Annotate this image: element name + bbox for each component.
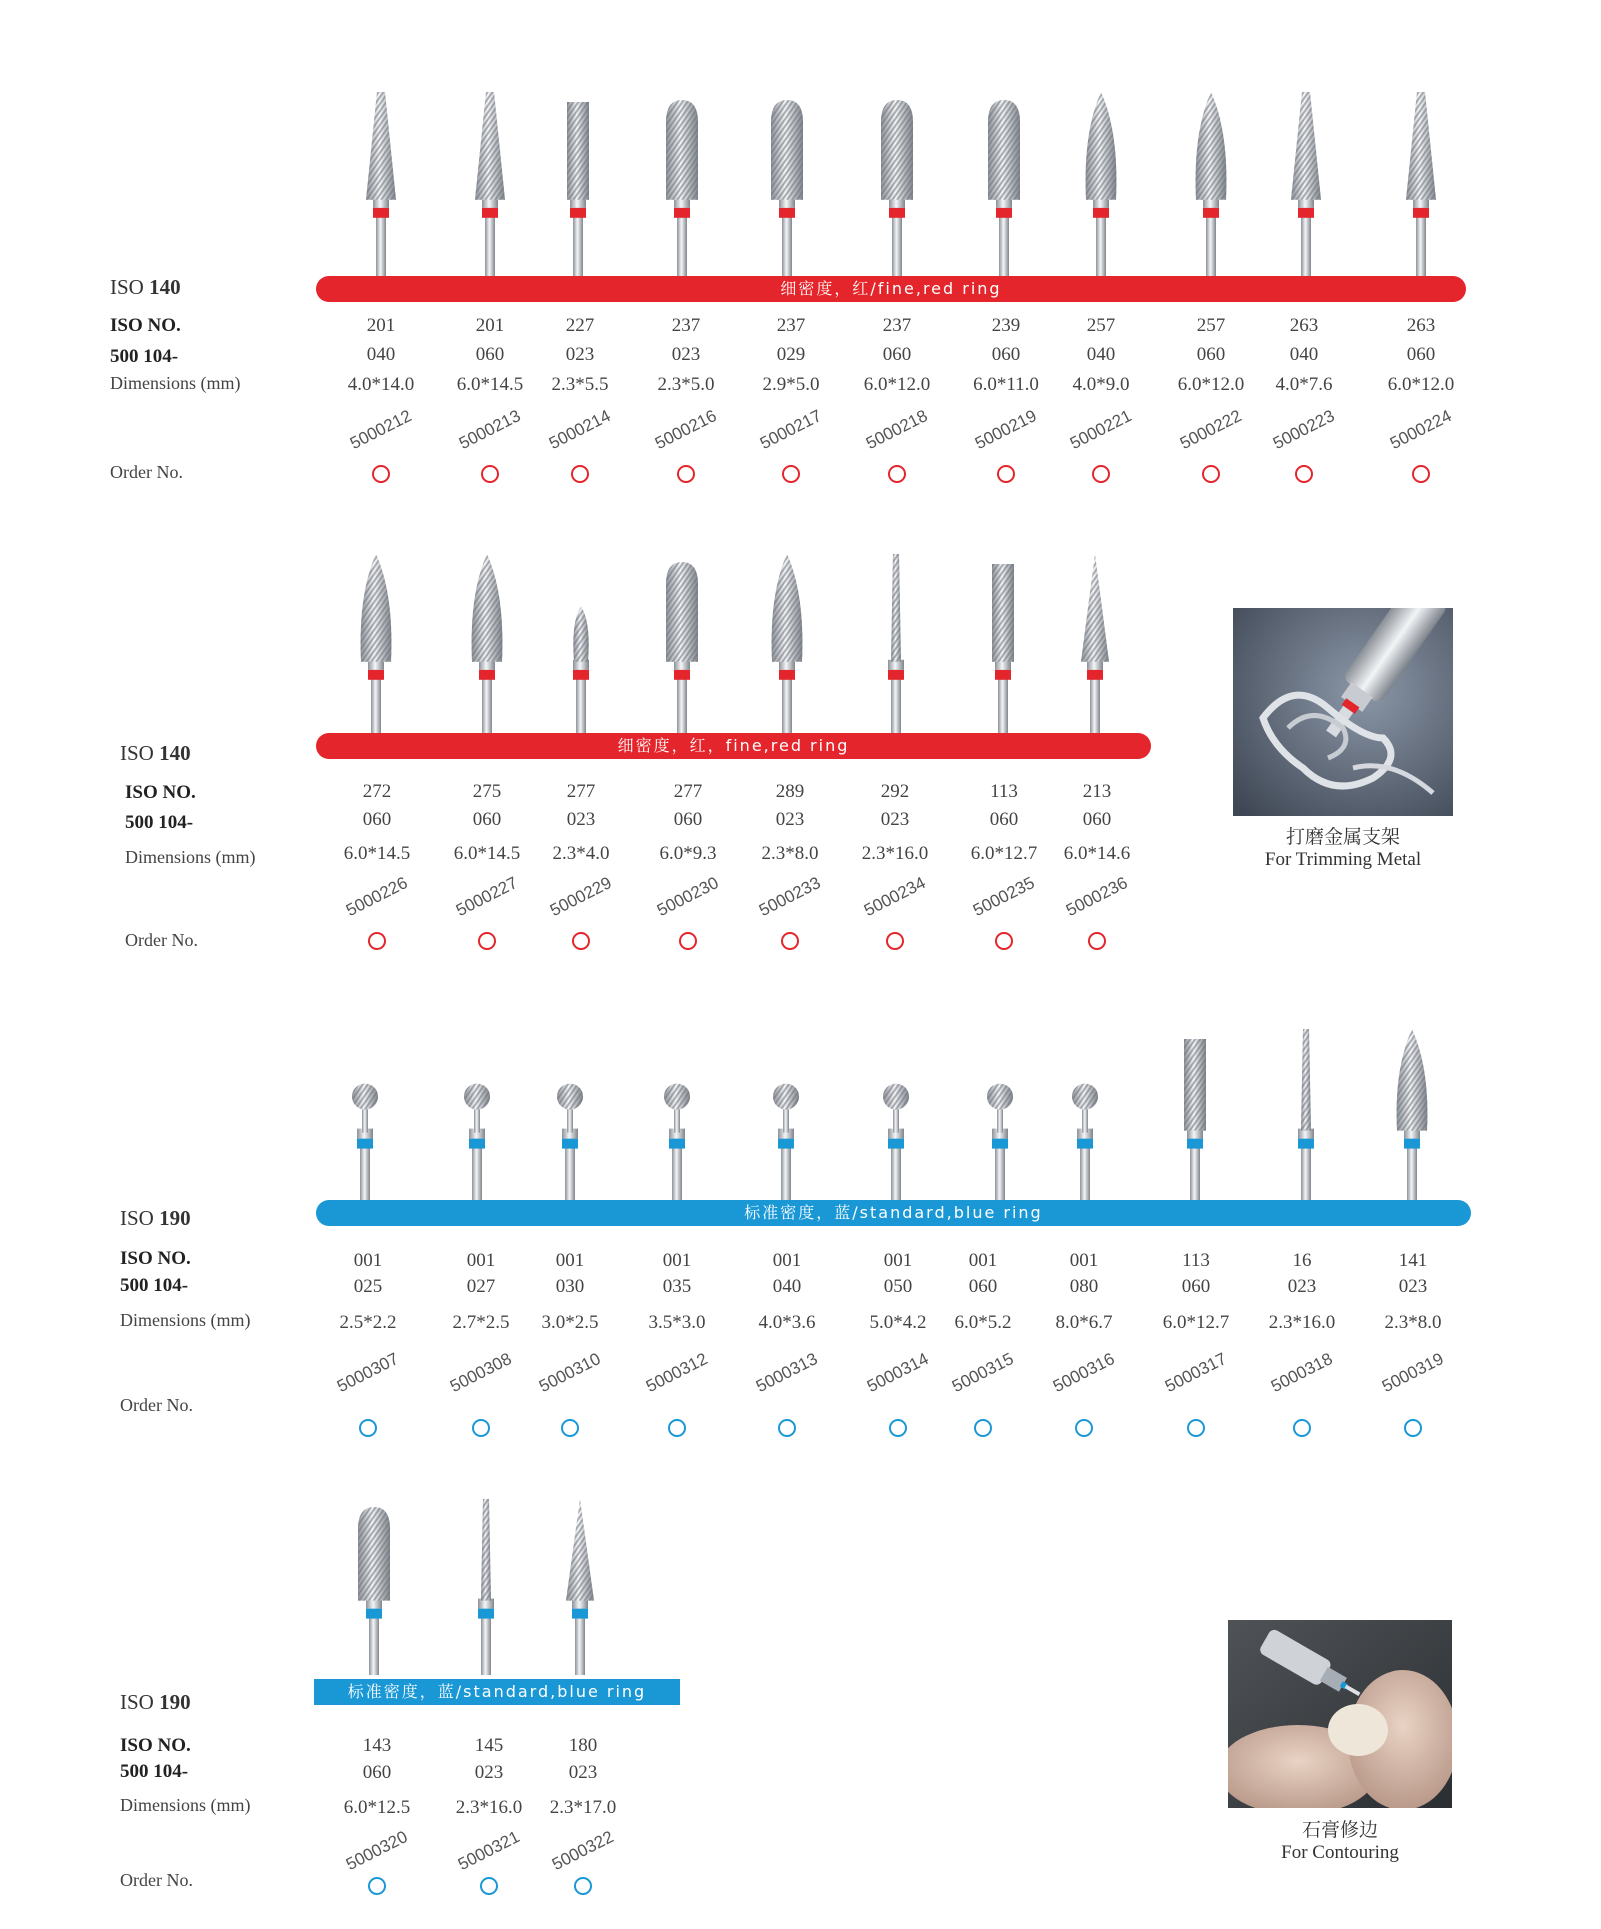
ref-label: 500 104-: [110, 346, 179, 367]
order-number: 5000313: [752, 1349, 821, 1397]
order-number: 5000217: [756, 406, 825, 454]
order-number: 5000221: [1066, 406, 1135, 454]
order-number: 5000320: [342, 1827, 411, 1875]
ref-number: 060: [991, 344, 1021, 365]
iso-number: 289: [775, 781, 805, 802]
iso-number: 180: [568, 1735, 598, 1756]
caption-en: For Trimming Metal: [1264, 849, 1422, 870]
ref-number: 023: [775, 809, 805, 830]
dimension: 6.0*14.5: [453, 843, 521, 864]
caption-cn: 打磨金属支架: [1285, 827, 1400, 848]
order-no-label: Order No.: [125, 930, 198, 950]
iso-title: ISO 140: [110, 275, 181, 299]
order-number: 5000212: [346, 406, 415, 454]
iso-number: 001: [772, 1250, 802, 1271]
ref-number: 060: [882, 344, 912, 365]
ref-number: 060: [673, 809, 703, 830]
dimension: 6.0*14.6: [1063, 843, 1131, 864]
dimension: 6.0*9.3: [659, 843, 717, 864]
iso-number: 001: [968, 1250, 998, 1271]
bur-point-image: [545, 1495, 615, 1680]
dimensions-label: Dimensions (mm): [120, 1795, 251, 1815]
order-number: 5000235: [969, 873, 1038, 921]
iso-number: 292: [880, 781, 910, 802]
bur-bud-image: [339, 1495, 409, 1680]
ref-number: 060: [1181, 1276, 1211, 1297]
order-number: 5000316: [1049, 1349, 1118, 1397]
caption-en: For Contouring: [1281, 1842, 1399, 1863]
order-select-circle[interactable]: [480, 1877, 498, 1895]
iso-number: 113: [1182, 1250, 1210, 1271]
order-number: 5000229: [546, 873, 615, 921]
order-number: 5000234: [860, 873, 929, 921]
iso-number: 001: [883, 1250, 913, 1271]
bur-needle-image: [451, 1495, 521, 1680]
ref-number: 023: [1287, 1276, 1317, 1297]
iso-number: 001: [555, 1250, 585, 1271]
iso-number: 237: [671, 315, 701, 336]
order-number: 5000233: [755, 873, 824, 921]
order-number: 5000213: [455, 406, 524, 454]
order-number: 5000319: [1378, 1349, 1447, 1397]
iso-title: ISO 140: [120, 741, 191, 765]
iso-no-label: ISO NO.: [125, 782, 196, 803]
dimension: 2.3*16.0: [455, 1797, 523, 1818]
dimension: 6.0*12.5: [343, 1797, 411, 1818]
dimensions-label: Dimensions (mm): [125, 847, 256, 867]
iso-title: ISO 190: [120, 1690, 191, 1714]
density-band: 细密度，红，fine,red ring: [316, 733, 1151, 759]
iso-number: 263: [1289, 315, 1319, 336]
iso-number: 001: [662, 1250, 692, 1271]
dimension: 6.0*12.0: [1177, 374, 1245, 395]
ref-number: 023: [880, 809, 910, 830]
dimension: 2.3*16.0: [861, 843, 929, 864]
order-select-circle[interactable]: [368, 1877, 386, 1895]
order-number: 5000214: [545, 406, 614, 454]
order-number: 5000222: [1176, 406, 1245, 454]
ref-number: 040: [1289, 344, 1319, 365]
ref-number: 060: [362, 1762, 392, 1783]
dimension: 3.5*3.0: [648, 1312, 706, 1333]
iso-number: 213: [1082, 781, 1112, 802]
order-number: 5000307: [333, 1349, 402, 1397]
dimension: 2.3*8.0: [761, 843, 819, 864]
ref-number: 080: [1069, 1276, 1099, 1297]
iso-number: 239: [991, 315, 1021, 336]
ref-number: 023: [566, 809, 596, 830]
dimension: 4.0*7.6: [1275, 374, 1333, 395]
iso-number: 275: [472, 781, 502, 802]
ref-number: 029: [776, 344, 806, 365]
dimension: 2.7*2.5: [452, 1312, 510, 1333]
order-number: 5000321: [454, 1827, 523, 1875]
dimension: 2.9*5.0: [762, 374, 820, 395]
order-number: 5000230: [653, 873, 722, 921]
dimension: 3.0*2.5: [541, 1312, 599, 1333]
ref-number: 023: [671, 344, 701, 365]
ref-number: 023: [565, 344, 595, 365]
ref-number: 023: [568, 1762, 598, 1783]
iso-number: 001: [353, 1250, 383, 1271]
dimension: 2.3*5.0: [657, 374, 715, 395]
order-number: 5000219: [971, 406, 1040, 454]
dimension: 2.3*17.0: [549, 1797, 617, 1818]
order-number: 5000236: [1062, 873, 1131, 921]
iso-number: 277: [673, 781, 703, 802]
density-band: 标准密度，蓝/standard,blue ring: [316, 1200, 1471, 1226]
iso-number: 237: [882, 315, 912, 336]
dimension: 2.3*5.5: [551, 374, 609, 395]
dimension: 4.0*3.6: [758, 1312, 816, 1333]
ref-number: 027: [466, 1276, 496, 1297]
order-number: 5000224: [1386, 406, 1455, 454]
iso-number: 237: [776, 315, 806, 336]
iso-number: 16: [1292, 1250, 1312, 1271]
ref-number: 040: [1086, 344, 1116, 365]
ref-number: 060: [1082, 809, 1112, 830]
dimension: 6.0*12.7: [970, 843, 1038, 864]
iso-number: 227: [565, 315, 595, 336]
dimension: 5.0*4.2: [869, 1312, 927, 1333]
order-number: 5000223: [1269, 406, 1338, 454]
iso-number: 257: [1196, 315, 1226, 336]
iso-no-label: ISO NO.: [120, 1248, 191, 1269]
iso-number: 141: [1398, 1250, 1428, 1271]
ref-number: 023: [1398, 1276, 1428, 1297]
dimension: 4.0*9.0: [1072, 374, 1130, 395]
dimension: 6.0*12.0: [863, 374, 931, 395]
ref-number: 030: [555, 1276, 585, 1297]
order-number: 5000226: [342, 873, 411, 921]
dimension: 4.0*14.0: [347, 374, 415, 395]
caption-cn: 石膏修边: [1301, 1820, 1378, 1841]
contouring-photo: [1228, 1620, 1452, 1808]
order-no-label: Order No.: [120, 1870, 193, 1890]
iso-no-label: ISO NO.: [120, 1735, 191, 1756]
dimensions-label: Dimensions (mm): [120, 1310, 251, 1330]
iso-number: 263: [1406, 315, 1436, 336]
order-number: 5000315: [948, 1349, 1017, 1397]
iso-number: 201: [475, 315, 505, 336]
order-number: 5000322: [548, 1827, 617, 1875]
ref-number: 050: [883, 1276, 913, 1297]
ref-label: 500 104-: [120, 1275, 189, 1296]
dimension: 2.3*8.0: [1384, 1312, 1442, 1333]
iso-number: 113: [990, 781, 1018, 802]
iso-title: ISO 190: [120, 1206, 191, 1230]
dimension: 6.0*14.5: [343, 843, 411, 864]
order-number: 5000218: [862, 406, 931, 454]
dimension: 8.0*6.7: [1055, 1312, 1113, 1333]
contouring-caption: [1210, 1815, 1470, 1864]
order-number: 5000308: [446, 1349, 515, 1397]
ref-number: 060: [1406, 344, 1436, 365]
dimension: 2.3*4.0: [552, 843, 610, 864]
ref-number: 060: [989, 809, 1019, 830]
density-band: 标准密度，蓝/standard,blue ring: [314, 1679, 680, 1705]
order-number: 5000227: [452, 873, 521, 921]
dimension: 6.0*14.5: [456, 374, 524, 395]
ref-number: 060: [362, 809, 392, 830]
iso-number: 001: [466, 1250, 496, 1271]
order-number: 5000310: [535, 1349, 604, 1397]
ref-number: 025: [353, 1276, 383, 1297]
dimension: 2.5*2.2: [339, 1312, 397, 1333]
order-number: 5000318: [1267, 1349, 1336, 1397]
order-number: 5000314: [863, 1349, 932, 1397]
ref-number: 023: [474, 1762, 504, 1783]
dimension: 6.0*11.0: [973, 374, 1039, 395]
ref-label: 500 104-: [125, 812, 194, 833]
iso-number: 257: [1086, 315, 1116, 336]
iso-number: 277: [566, 781, 596, 802]
iso-number: 143: [362, 1735, 392, 1756]
dimension: 6.0*12.7: [1162, 1312, 1230, 1333]
ref-number: 060: [968, 1276, 998, 1297]
order-number: 5000317: [1161, 1349, 1230, 1397]
ref-number: 040: [772, 1276, 802, 1297]
order-select-circle[interactable]: [574, 1877, 592, 1895]
dimension: 6.0*5.2: [954, 1312, 1012, 1333]
dimension: 6.0*12.0: [1387, 374, 1455, 395]
iso-number: 145: [474, 1735, 504, 1756]
iso-number: 201: [366, 315, 396, 336]
iso-no-label: ISO NO.: [110, 315, 181, 336]
ref-number: 035: [662, 1276, 692, 1297]
iso-number: 272: [362, 781, 392, 802]
iso-number: 001: [1069, 1250, 1099, 1271]
density-band: 细密度，红/fine,red ring: [316, 276, 1466, 302]
dimensions-label: Dimensions (mm): [110, 373, 241, 393]
order-no-label: Order No.: [120, 1395, 193, 1415]
order-number: 5000216: [651, 406, 720, 454]
dimension: 2.3*16.0: [1268, 1312, 1336, 1333]
ref-label: 500 104-: [120, 1761, 189, 1782]
order-no-label: Order No.: [110, 462, 183, 482]
order-number: 5000312: [642, 1349, 711, 1397]
ref-number: 060: [472, 809, 502, 830]
ref-number: 060: [475, 344, 505, 365]
ref-number: 060: [1196, 344, 1226, 365]
ref-number: 040: [366, 344, 396, 365]
